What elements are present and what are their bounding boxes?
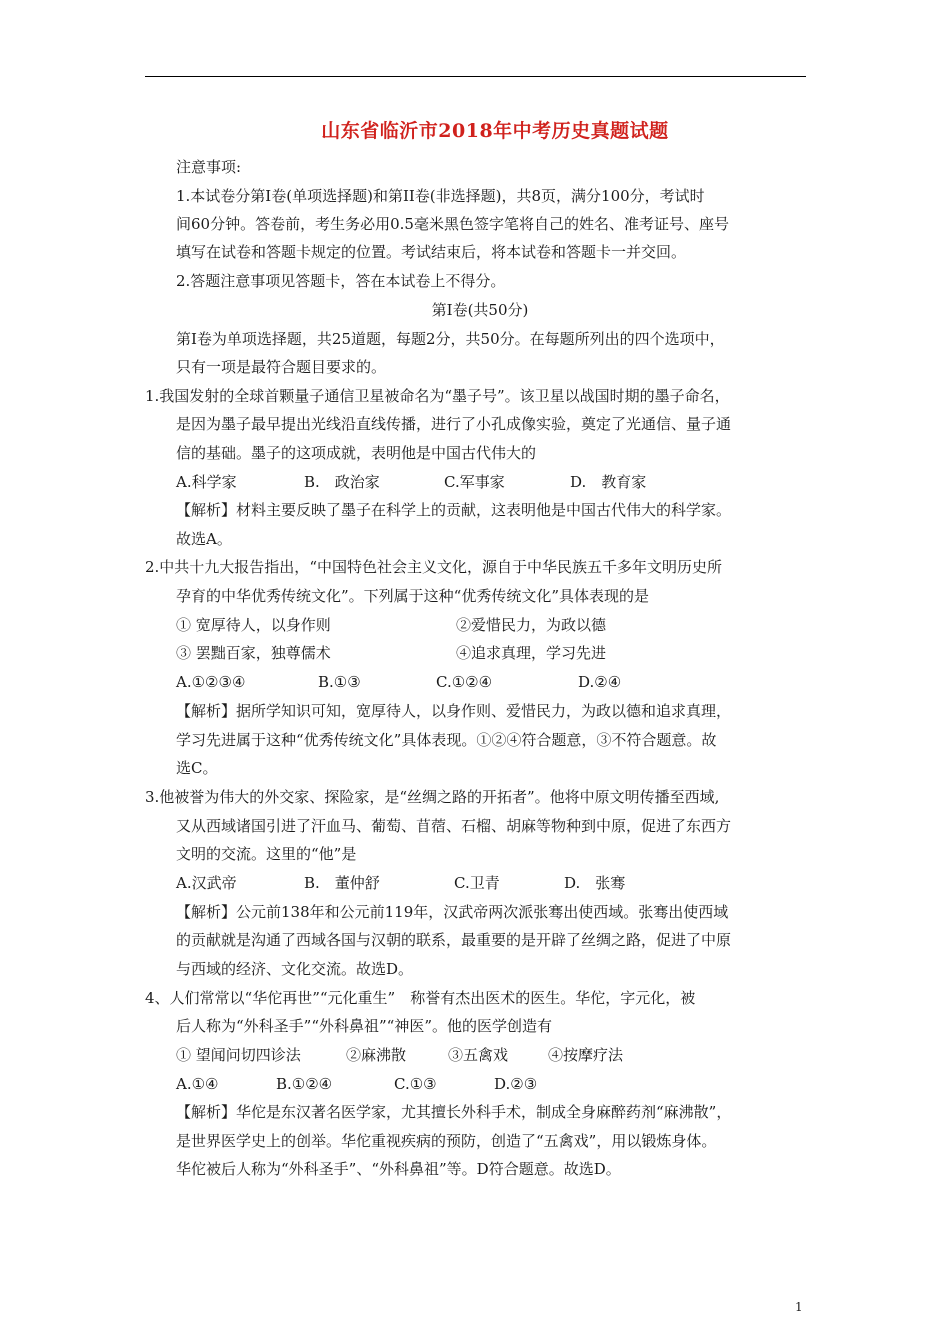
q2-analysis-line2: 学习先进属于这种“优秀传统文化”具体表现。①②④符合题意，③不符合题意。故: [176, 731, 717, 749]
q2-item-1: ① 宽厚待人，以身作则: [176, 616, 331, 634]
q4-item-3: ③五禽戏: [448, 1046, 509, 1064]
q4-item-1: ① 望闻问切四诊法: [176, 1046, 301, 1064]
section-heading: 第Ⅰ卷(共50分): [431, 301, 529, 319]
q4-item-2: ②麻沸散: [346, 1046, 407, 1064]
q4-option-c: C.①③: [394, 1075, 437, 1093]
q1-analysis-line2: 故选A。: [176, 530, 232, 548]
q1-option-b: B. 政治家: [304, 473, 380, 491]
notice-item2: 2.答题注意事项见答题卡，答在本试卷上不得分。: [176, 272, 506, 290]
q2-item-3: ③ 罢黜百家，独尊儒术: [176, 644, 331, 662]
q1-analysis-line1: 【解析】材料主要反映了墨子在科学上的贡献，这表明他是中国古代伟大的科学家。: [176, 501, 732, 519]
page-title: 山东省临沂市2018年中考历史真题试题: [321, 120, 669, 142]
q2-item-4: ④追求真理，学习先进: [456, 644, 607, 662]
q1-stem-line2: 是因为墨子最早提出光线沿直线传播，进行了小孔成像实验，奠定了光通信、量子通: [176, 415, 732, 433]
q4-stem-line2: 后人称为“外科圣手”“外科鼻祖”“神医”。他的医学创造有: [176, 1017, 553, 1035]
q4-analysis-line2: 是世界医学史上的创举。华佗重视疾病的预防，创造了“五禽戏”，用以锻炼身体。: [176, 1132, 717, 1150]
q1-option-a: A.科学家: [176, 473, 237, 491]
q1-stem-line3: 信的基础。墨子的这项成就，表明他是中国古代伟大的: [176, 444, 537, 462]
q3-stem-line2: 又从西域诸国引进了汗血马、葡萄、苜蓿、石榴、胡麻等物种到中原，促进了东西方: [176, 817, 732, 835]
q4-option-a: A.①④: [176, 1075, 219, 1093]
q4-analysis-line3: 华佗被后人称为“外科圣手”、“外科鼻祖”等。D符合题意。故选D。: [176, 1160, 621, 1178]
q2-options: [176, 672, 621, 692]
q2-analysis-line1: 【解析】据所学知识可知，宽厚待人，以身作则、爱惜民力，为政以德和追求真理，: [176, 702, 732, 720]
q4-items: [176, 1045, 623, 1065]
notice-item1-line1: 1.本试卷分第Ⅰ卷(单项选择题)和第II卷(非选择题)，共8页，满分100分，考试时: [176, 187, 705, 205]
q4-stem-line1: 4、人们常常以“华佗再世”“元化重生” 称誉有杰出医术的医生。华佗，字元化，被: [145, 989, 696, 1007]
q3-option-b: B. 董仲舒: [304, 874, 380, 892]
q3-option-c: C.卫青: [454, 874, 500, 892]
header-rule: [145, 76, 806, 77]
q1-stem-line1: 1.我国发射的全球首颗量子通信卫星被命名为“墨子号”。该卫星以战国时期的墨子命名，: [145, 387, 730, 405]
q2-option-d: D.②④: [578, 673, 622, 691]
q2-items-row1: [176, 615, 606, 635]
notice-heading: 注意事项:: [176, 158, 242, 176]
section-intro-line2: 只有一项是最符合题目要求的。: [176, 358, 387, 376]
q4-options: [176, 1074, 537, 1094]
q3-stem-line1: 3.他被誉为伟大的外交家、探险家，是“丝绸之路的开拓者”。他将中原文明传播至西域,: [145, 788, 720, 806]
q2-option-b: B.①③: [318, 673, 361, 691]
q3-stem-line3: 文明的交流。这里的“他”是: [176, 845, 357, 863]
q2-option-a: A.①②③④: [176, 673, 246, 691]
q2-stem-line2: 孕育的中华优秀传统文化”。下列属于这种“优秀传统文化”具体表现的是: [176, 587, 650, 605]
notice-item1-line2: 间60分钟。答卷前，考生务必用0.5毫米黑色签字笔将自己的姓名、准考证号、座号: [176, 215, 729, 233]
q2-item-2: ②爱惜民力，为政以德: [456, 616, 607, 634]
q3-analysis-line1: 【解析】公元前138年和公元前119年，汉武帝两次派张骞出使西域。张骞出使西域: [176, 903, 729, 921]
q3-options: [176, 873, 625, 893]
q4-option-d: D.②③: [494, 1075, 538, 1093]
q1-option-d: D. 教育家: [570, 473, 647, 491]
q3-analysis-line2: 的贡献就是沟通了西域各国与汉朝的联系，最重要的是开辟了丝绸之路，促进了中原: [176, 931, 732, 949]
page-number: 1: [795, 1300, 803, 1314]
q2-items-row2: [176, 643, 606, 663]
q3-option-d: D. 张骞: [564, 874, 626, 892]
q2-analysis-line3: 选C。: [176, 759, 218, 777]
q1-option-c: C.军事家: [444, 473, 505, 491]
q1-options: [176, 472, 646, 492]
notice-item1-line3: 填写在试卷和答题卡规定的位置。考试结束后，将本试卷和答题卡一并交回。: [176, 243, 687, 261]
q2-stem-line1: 2.中共十九大报告指出，“中国特色社会主义文化，源自于中华民族五千多年文明历史所: [145, 558, 722, 576]
q3-analysis-line3: 与西域的经济、文化交流。故选D。: [176, 960, 414, 978]
q4-option-b: B.①②④: [276, 1075, 333, 1093]
section-intro-line1: 第Ⅰ卷为单项选择题，共25道题，每题2分，共50分。在每题所列出的四个选项中，: [176, 330, 725, 348]
q3-option-a: A.汉武帝: [176, 874, 237, 892]
q4-item-4: ④按摩疗法: [548, 1046, 624, 1064]
q2-option-c: C.①②④: [436, 673, 493, 691]
q4-analysis-line1: 【解析】华佗是东汉著名医学家，尤其擅长外科手术，制成全身麻醉药剂“麻沸散”，: [176, 1103, 732, 1121]
